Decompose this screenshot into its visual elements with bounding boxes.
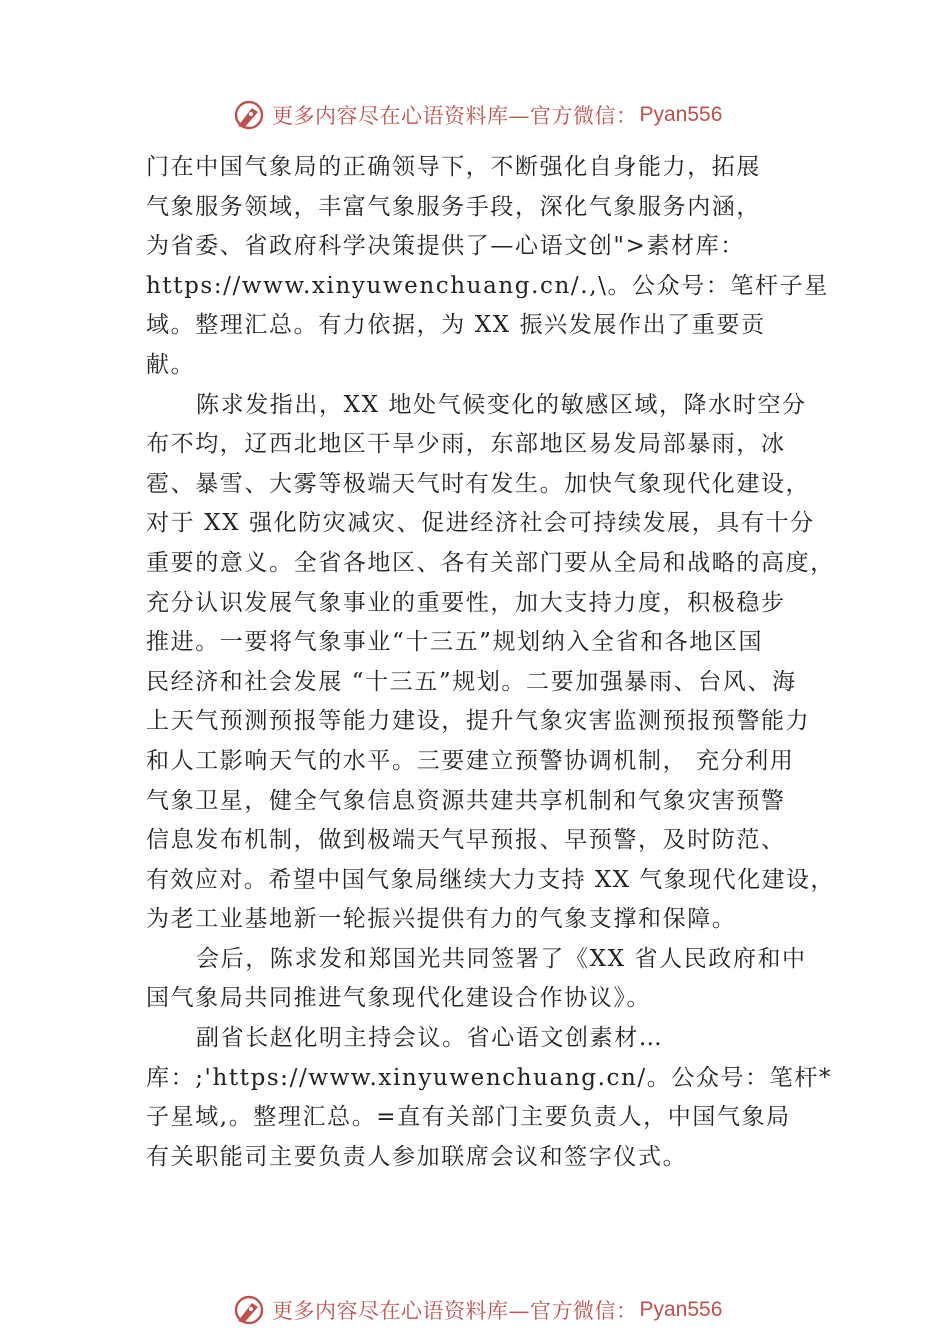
- header-wechat-id: Pyan556: [639, 103, 723, 126]
- text-line: 推进。一要将气象事业“十三五”规划纳入全省和各地区国: [146, 629, 764, 656]
- footer-wechat-id: Pyan556: [639, 1298, 723, 1321]
- text-line: 布不均，辽西北地区干旱少雨，东部地区易发局部暴雨，冰: [146, 431, 786, 458]
- text-line: 和人工影响天气的水平。三要建立预警协调机制， 充分利用: [146, 747, 795, 774]
- text-line: 雹、暴雪、大雾等极端天气时有发生。加快气象现代化建设，: [146, 470, 811, 497]
- pen-nib-icon: [232, 1293, 266, 1327]
- text-line: 重要的意义。全省各地区、各有关部门要从全局和战略的高度，: [146, 549, 835, 576]
- text-line: 国气象局共同推进气象现代化建设合作协议》。: [146, 985, 652, 1012]
- text-line: 对于 XX 强化防灾减灾、促进经济社会可持续发展，具有十分: [146, 510, 815, 537]
- footer-banner: [232, 1290, 752, 1330]
- text-line: 献。: [146, 351, 196, 378]
- paragraph-first-line: 陈求发指出，XX 地处气候变化的敏感区域，降水时空分: [196, 391, 807, 418]
- paragraph-first-line: 会后，陈求发和郑国光共同签署了《XX 省人民政府和中: [196, 945, 807, 972]
- pen-nib-icon: [232, 98, 266, 132]
- header-banner-text: 更多内容尽在心语资料库—官方微信：: [272, 104, 638, 128]
- text-line: 民经济和社会发展 “十三五”规划。二要加强暴雨、台风、海: [146, 668, 797, 695]
- text-line: 有关职能司主要负责人参加联席会议和签字仪式。: [146, 1143, 688, 1170]
- text-line: https://www.xinyuwenchuang.cn/.,\。公众号：笔杆子星: [146, 272, 829, 299]
- text-line: 上天气预测预报等能力建设，提升气象灾害监测预报预警能力: [146, 708, 811, 735]
- text-line: 充分认识发展气象事业的重要性，加大支持力度，积极稳步: [146, 589, 786, 616]
- text-line: 门在中国气象局的正确领导下，不断强化自身能力，拓展: [146, 154, 761, 180]
- text-line: 域。整理汇总。有力依据，为 XX 振兴发展作出了重要贡: [146, 312, 766, 339]
- text-line: 气象服务领域，丰富气象服务手段，深化气象服务内涵，: [146, 193, 761, 220]
- text-line: 有效应对。希望中国气象局继续大力支持 XX 气象现代化建设，: [146, 866, 835, 893]
- text-line: 信息发布机制，做到极端天气早预报、早预警，及时防范、: [146, 827, 786, 854]
- document-body: [146, 148, 836, 1177]
- text-line: 为老工业基地新一轮振兴提供有力的气象支撑和保障。: [146, 906, 737, 933]
- text-line: 库：;'https://www.xinyuwenchuang.cn/。公众号：笔杆*: [146, 1064, 833, 1091]
- header-banner: [232, 95, 752, 135]
- footer-banner-text: 更多内容尽在心语资料库—官方微信：: [272, 1299, 638, 1323]
- text-line: 为省委、省政府科学决策提供了—心语文创">素材库：: [146, 233, 745, 260]
- paragraph-first-line: 副省长赵化明主持会议。省心语文创素材…: [196, 1025, 664, 1052]
- text-line: 子星域,。整理汇总。=直有关部门主要负责人，中国气象局: [146, 1104, 791, 1131]
- text-line: 气象卫星，健全气象信息资源共建共享机制和气象灾害预警: [146, 787, 786, 814]
